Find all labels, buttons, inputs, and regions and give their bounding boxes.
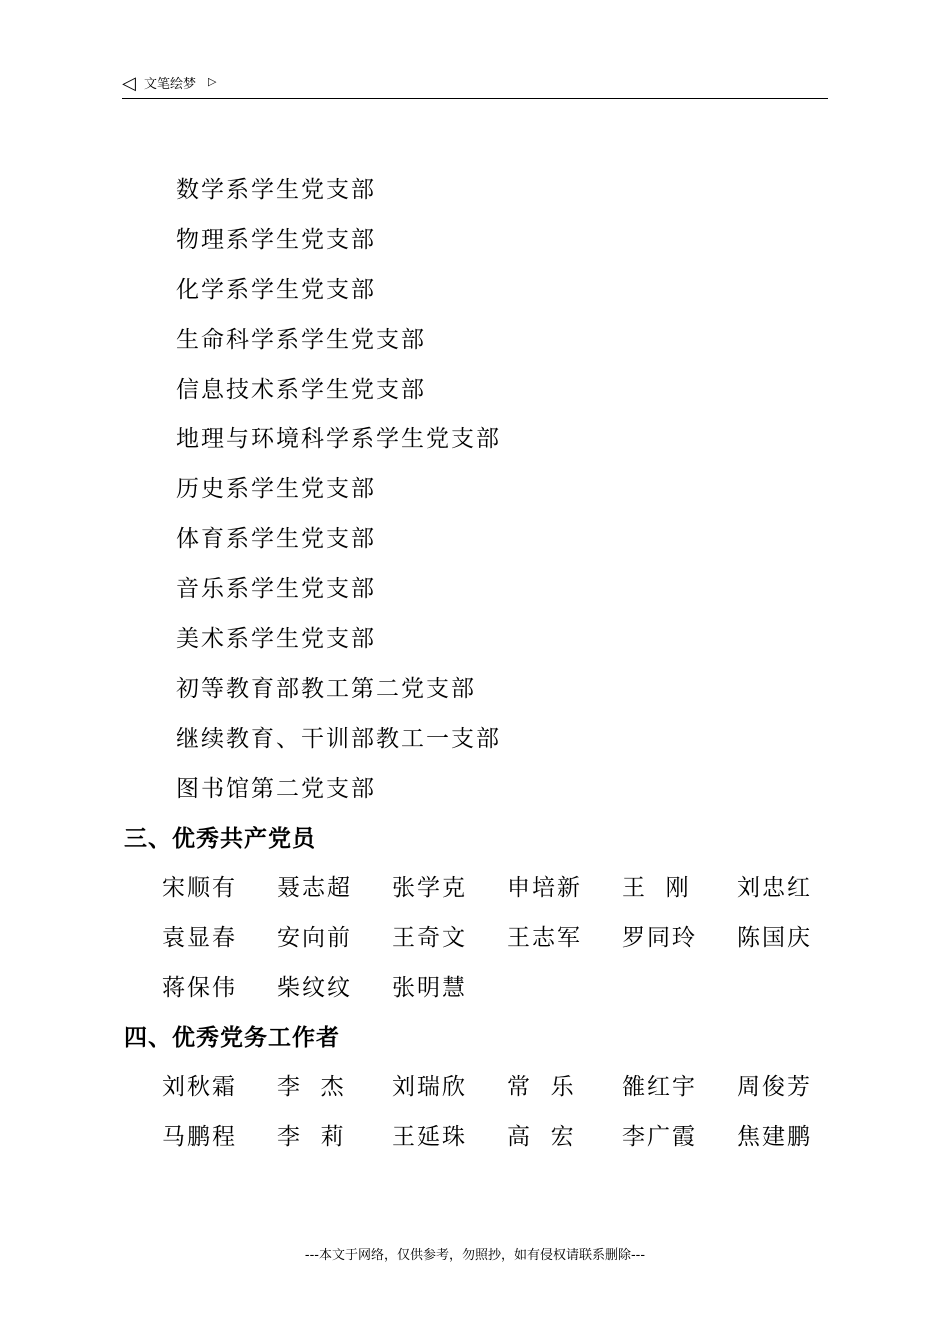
worker-name: 焦建鹏: [737, 1124, 812, 1150]
branch-item: 地理与环境科学系学生党支部: [176, 426, 501, 453]
member-name: 申培新: [507, 875, 582, 901]
member-name: 宋顺有: [162, 875, 237, 901]
worker-name: 马鹏程: [162, 1124, 237, 1150]
member-name: 安向前: [277, 925, 352, 951]
worker-name: 刘秋霜: [162, 1074, 237, 1100]
branch-item: 信息技术系学生党支部: [176, 376, 426, 403]
section-heading-party-members: 三、优秀共产党员: [124, 826, 316, 852]
worker-name: 李 杰: [277, 1074, 346, 1100]
worker-name: 常 乐: [507, 1074, 576, 1100]
branch-item: 历史系学生党支部: [176, 476, 376, 503]
branch-item: 继续教育、干训部教工一支部: [176, 725, 501, 752]
member-name: 柴纹纹: [277, 975, 352, 1001]
member-name: 张学克: [392, 875, 467, 901]
branch-item: 生命科学系学生党支部: [176, 326, 426, 353]
branch-item: 化学系学生党支部: [176, 276, 376, 303]
member-name: 罗同玲: [622, 925, 697, 951]
branch-item: 图书馆第二党支部: [176, 775, 376, 802]
member-name: 袁显春: [162, 925, 237, 951]
member-name: 聂志超: [277, 875, 352, 901]
worker-name: 刘瑞欣: [392, 1074, 467, 1100]
page-footer-disclaimer: ---本文于网络，仅供参考，勿照抄，如有侵权请联系删除---: [304, 1248, 646, 1263]
party-worker-names: [162, 1070, 842, 1170]
member-name: 刘忠红: [737, 875, 812, 901]
member-name: 蒋保伟: [162, 975, 237, 1001]
branch-item: 体育系学生党支部: [176, 526, 376, 553]
party-branch-list: [176, 173, 501, 822]
member-name: 王 刚: [622, 875, 691, 901]
party-member-names: [162, 871, 842, 1021]
right-triangle-icon: ▷: [208, 75, 217, 88]
branch-item: 初等教育部教工第二党支部: [176, 675, 476, 702]
left-triangle-icon: ◁: [122, 73, 136, 94]
member-name: 王奇文: [392, 925, 467, 951]
member-name: 陈国庆: [737, 925, 812, 951]
worker-name: 周俊芳: [737, 1074, 812, 1100]
worker-name: 雒红宇: [622, 1074, 697, 1100]
worker-name: 王延珠: [392, 1124, 467, 1150]
section-heading-party-workers: 四、优秀党务工作者: [124, 1025, 340, 1051]
branch-item: 音乐系学生党支部: [176, 576, 376, 603]
branch-item: 美术系学生党支部: [176, 626, 376, 653]
worker-name: 高 宏: [507, 1124, 576, 1150]
worker-name: 李 莉: [277, 1124, 346, 1150]
branch-item: 数学系学生党支部: [176, 177, 376, 203]
member-name: 张明慧: [392, 975, 467, 1001]
worker-name: 李广霞: [622, 1124, 697, 1150]
page-header: [122, 74, 828, 99]
branch-item: 物理系学生党支部: [176, 226, 376, 253]
header-title: 文笔绘梦: [144, 77, 197, 92]
member-name: 王志军: [507, 925, 582, 951]
